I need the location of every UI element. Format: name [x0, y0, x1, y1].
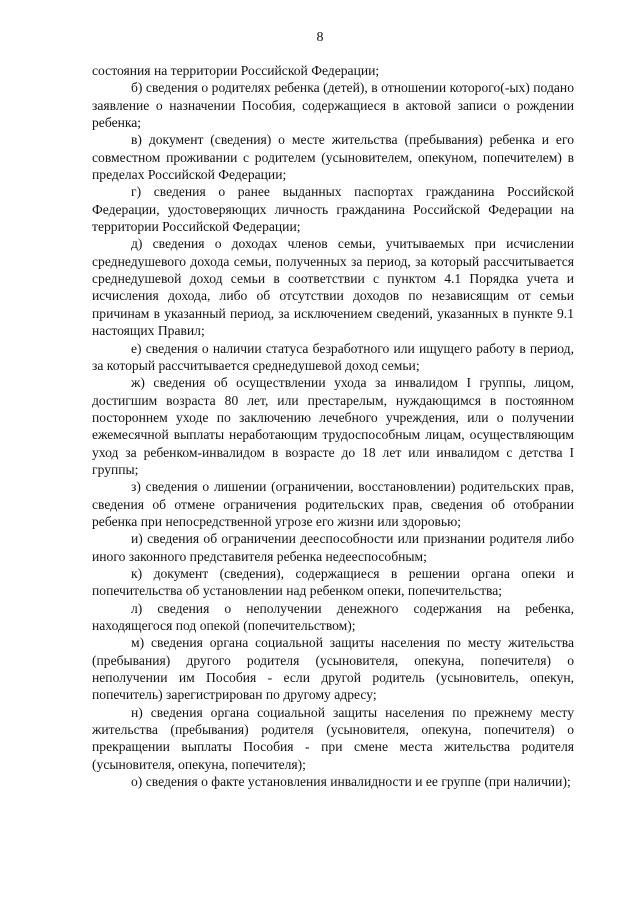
paragraph-zh: ж) сведения об осуществлении ухода за инвалидом I группы, лицом, достигшим возраста 80 лет, или престарелым, нуждающимся в постоянном постороннем уходе по заключению лечебного учреждения, или о получении ежемесячной выплаты неработающим трудоспособным лицам, осуществляющим уход за ребенком-инвалидом в возрасте до 18 лет или инвалидом с детства I группы; — [92, 375, 574, 477]
paragraph-g: г) сведения о ранее выданных паспортах гражданина Российской Федерации, удостоверяющих личность гражданина Российской Федерации на территории Российской Федерации; — [92, 184, 574, 235]
paragraph-d: д) сведения о доходах членов семьи, учитываемых при исчислении среднедушевого дохода семьи, полученных за период, за который рассчитывается среднедушевой доход семьи в соответствии с пунктом 4.1 Порядка учета и исчисления дохода, либо об отсутствии доходов по независящим от семьи причинам в указанный период, за исключением сведений, указанных в пункте 9.1 настоящих Правил; — [92, 236, 574, 339]
paragraph-l: л) сведения о неполучении денежного содержания на ребенка, находящегося под опекой (попечительством); — [92, 600, 574, 633]
paragraph-v: в) документ (сведения) о месте жительства (пребывания) ребенка и его совместном проживании с родителем (усыновителем, опекуном, попечителем) в пределах Российской Федерации; — [92, 132, 574, 183]
document-body — [92, 62, 574, 790]
paragraph-n: н) сведения органа социальной защиты населения по прежнему месту жительства (пребывания) родителя (усыновителя, опекуна, попечителя) о прекращении выплаты Пособия - при смене места жительства родителя (усыновителя, опекуна, попечителя); — [92, 704, 574, 772]
paragraph-continuation: состояния на территории Российской Федерации; — [92, 63, 380, 78]
paragraph-i: и) сведения об ограничении дееспособности или признании родителя либо иного законного представителя ребенка недееспособным; — [92, 531, 574, 564]
paragraph-k: к) документ (сведения), содержащиеся в решении органа опеки и попечительства об установлении над ребенком опеки, попечительства; — [92, 565, 574, 599]
page-number: 8 — [316, 30, 324, 45]
paragraph-b: б) сведения о родителях ребенка (детей), в отношении которого(-ых) подано заявление о назначении Пособия, содержащиеся в актовой записи о рождении ребенка; — [92, 80, 574, 131]
paragraph-m: м) сведения органа социальной защиты населения по месту жительства (пребывания) другого родителя (усыновителя, опекуна, попечителя) о неполучении им Пособия - если другой родитель (усыновитель, опекун, попечитель) зарегистрирован по другому адресу; — [92, 635, 574, 703]
paragraph-z: з) сведения о лишении (ограничении, восстановлении) родительских прав, сведения об отмене ограничения родительских прав, сведения об отобрании ребенка при непосредственной угрозе его жизни или здоровью; — [92, 479, 574, 529]
paragraph-o: о) сведения о факте установления инвалидности и ее группе (при наличии); — [131, 774, 571, 790]
paragraph-e: е) сведения о наличии статуса безработного или ищущего работу в период, за который рассчитывается среднедушевой доход семьи; — [92, 340, 574, 373]
